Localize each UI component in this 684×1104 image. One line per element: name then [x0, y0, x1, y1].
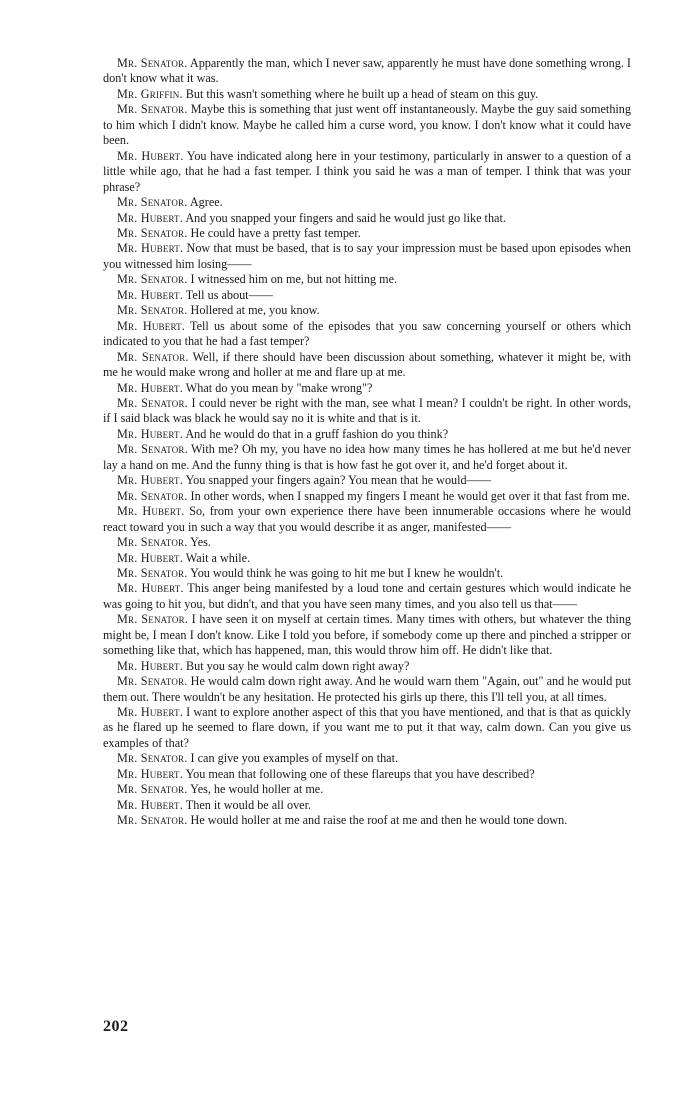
speaker-name: Mr. Senator. [117, 349, 189, 364]
paragraph [103, 303, 631, 318]
paragraph-text: I want to explore another aspect of this that you have mentioned, and that is that as quickly as he flared up he seemed to flare down, if you want me to put it that way, calm down. Can you give us examples of that? [103, 705, 631, 750]
speaker-name: Mr. Hubert. [117, 148, 184, 163]
paragraph-text: He would holler at me and raise the roof at me and then he would tone down. [190, 813, 568, 828]
paragraph [103, 705, 631, 751]
paragraph [103, 813, 631, 828]
paragraph-text: I have seen it on myself at certain times. Many times with others, but whatever the thing might be, I mean I don't know. Like I told you before, if somebody come up there and pinched a stripper or something like that, which has happened, man, this would throw him off. He didn't like that. [103, 612, 632, 658]
paragraph-text: You mean that following one of these flareups that you have described? [185, 766, 535, 781]
speaker-name: Mr. Senator. [117, 195, 188, 210]
speaker-name: Mr. Hubert. [117, 426, 183, 441]
paragraph [103, 427, 631, 442]
paragraph-text: I can give you examples of myself on that. [190, 751, 399, 766]
paragraph-text: Maybe this is something that just went off instantaneously. Maybe the guy said something to him which I didn't know. Maybe he called him a curse word, you know. I don't know what it could have been. [103, 102, 631, 148]
paragraph [103, 612, 631, 658]
speaker-name: Mr. Hubert. [117, 550, 183, 565]
paragraph-text: Now that must be based, that is to say your impression must be based upon episodes when you witnessed him losing—— [103, 241, 631, 271]
paragraph [103, 87, 631, 102]
paragraph-text: I could never be right with the man, see what I mean? I couldn't be right. In other words, if I said black was black he would say no it is white and that is it. [103, 395, 632, 426]
speaker-name: Mr. Hubert. [117, 766, 183, 781]
paragraph-text: And he would do that in a gruff fashion do you think? [185, 426, 449, 441]
speaker-name: Mr. Senator. [117, 782, 188, 797]
paragraph [103, 782, 631, 797]
speaker-name: Mr. Hubert. [117, 797, 183, 812]
paragraph-text: Yes, he would holler at me. [190, 782, 324, 797]
speaker-name: Mr. Senator. [117, 303, 188, 318]
paragraph-text: Hollered at me, you know. [190, 303, 320, 318]
speaker-name: Mr. Griffin. [117, 86, 183, 101]
paragraph [103, 581, 631, 612]
speaker-name: Mr. Hubert. [117, 581, 184, 596]
page-number: 202 [103, 1018, 129, 1035]
paragraph-text: Apparently the man, which I never saw, apparently he must have done something wrong. I don't know what it was. [103, 56, 631, 86]
speaker-name: Mr. Hubert. [117, 504, 185, 519]
paragraph-text: So, from your own experience there have been innumerable occasions where he would react toward you in such a way that you would describe it as anger, manifested—— [103, 504, 631, 534]
paragraph-text: He would calm down right away. And he would warn them "Again, out" and he would put them out. There wouldn't be any hesitation. He protected his girls up there, this I'll tell you, at all times. [103, 674, 632, 704]
paragraph-text: In other words, when I snapped my fingers I meant he would get over it that fast from me. [190, 488, 630, 503]
paragraph [103, 489, 631, 504]
paragraph [103, 396, 631, 427]
speaker-name: Mr. Senator. [117, 442, 188, 457]
paragraph-text: You snapped your fingers again? You mean that he would—— [185, 473, 492, 488]
paragraph [103, 674, 631, 705]
paragraph-text: But this wasn't something where he built up a head of steam on this guy. [185, 86, 539, 101]
paragraph [103, 798, 631, 813]
paragraph-text: Then it would be all over. [185, 797, 312, 812]
paragraph [103, 473, 631, 488]
speaker-name: Mr. Hubert. [117, 658, 183, 673]
speaker-name: Mr. Senator. [117, 535, 188, 550]
paragraph-text: This anger being manifested by a loud tone and certain gestures which would indicate he was going to hit you, but didn't, and that you have seen many times, and you also tell us that—— [103, 581, 631, 611]
speaker-name: Mr. Senator. [117, 272, 188, 287]
paragraph [103, 56, 631, 87]
paragraph [103, 319, 631, 350]
paragraph [103, 551, 631, 566]
paragraph [103, 751, 631, 766]
paragraph [103, 535, 631, 550]
paragraph-text: Yes. [190, 535, 211, 550]
speaker-name: Mr. Senator. [117, 102, 188, 117]
speaker-name: Mr. Hubert. [117, 241, 184, 256]
speaker-name: Mr. Senator. [117, 225, 188, 240]
paragraph [103, 102, 631, 148]
speaker-name: Mr. Hubert. [117, 705, 184, 720]
paragraph-text: And you snapped your fingers and said he would just go like that. [185, 210, 506, 225]
speaker-name: Mr. Senator. [117, 565, 188, 580]
speaker-name: Mr. Senator. [117, 488, 188, 503]
paragraph-text: I witnessed him on me, but not hitting me. [190, 272, 398, 287]
paragraph-text: Wait a while. [185, 550, 251, 565]
speaker-name: Mr. Senator. [117, 56, 188, 70]
paragraph-text: You have indicated along here in your testimony, particularly in answer to a question of a little while ago, that he had a fast temper. I think you said he was a man of temper. I think that was your phrase? [103, 148, 631, 194]
speaker-name: Mr. Hubert. [117, 210, 183, 225]
speaker-name: Mr. Senator. [117, 751, 188, 766]
speaker-name: Mr. Hubert. [117, 287, 183, 302]
paragraph [103, 211, 631, 226]
paragraph [103, 195, 631, 210]
paragraph [103, 241, 631, 272]
speaker-name: Mr. Senator. [117, 813, 188, 828]
paragraph [103, 226, 631, 241]
paragraph-text: He could have a pretty fast temper. [190, 225, 361, 240]
speaker-name: Mr. Hubert. [117, 380, 183, 395]
speaker-name: Mr. Hubert. [117, 473, 183, 488]
paragraph-text: But you say he would calm down right away? [186, 658, 410, 673]
speaker-name: Mr. Hubert. [117, 318, 186, 333]
paragraph-text: Tell us about some of the episodes that you saw concerning yourself or others which indicated to you that he had a fast temper? [103, 318, 631, 349]
paragraph [103, 767, 631, 782]
paragraph-text: Agree. [189, 195, 223, 210]
testimony-text [103, 56, 631, 829]
paragraph [103, 381, 631, 396]
speaker-name: Mr. Senator. [117, 674, 188, 689]
paragraph [103, 442, 631, 473]
speaker-name: Mr. Senator. [117, 395, 188, 410]
speaker-name: Mr. Senator. [117, 612, 189, 627]
paragraph-text: Tell us about—— [185, 287, 273, 302]
paragraph-text: What do you mean by "make wrong"? [185, 380, 373, 395]
paragraph [103, 272, 631, 287]
paragraph [103, 288, 631, 303]
paragraph [103, 504, 631, 535]
paragraph-text: You would think he was going to hit me but I knew he wouldn't. [190, 565, 504, 580]
paragraph [103, 149, 631, 195]
paragraph [103, 566, 631, 581]
paragraph-text: Well, if there should have been discussion about something, whatever it might be, with me he would make wrong and holler at me and flare up at me. [103, 349, 632, 380]
paragraph-text: With me? Oh my, you have no idea how many times he has hollered at me but he'd never lay a hand on me. And the funny thing is that is how fast he got over it, and he'd forget about it. [103, 442, 631, 472]
paragraph [103, 350, 631, 381]
paragraph [103, 659, 631, 674]
